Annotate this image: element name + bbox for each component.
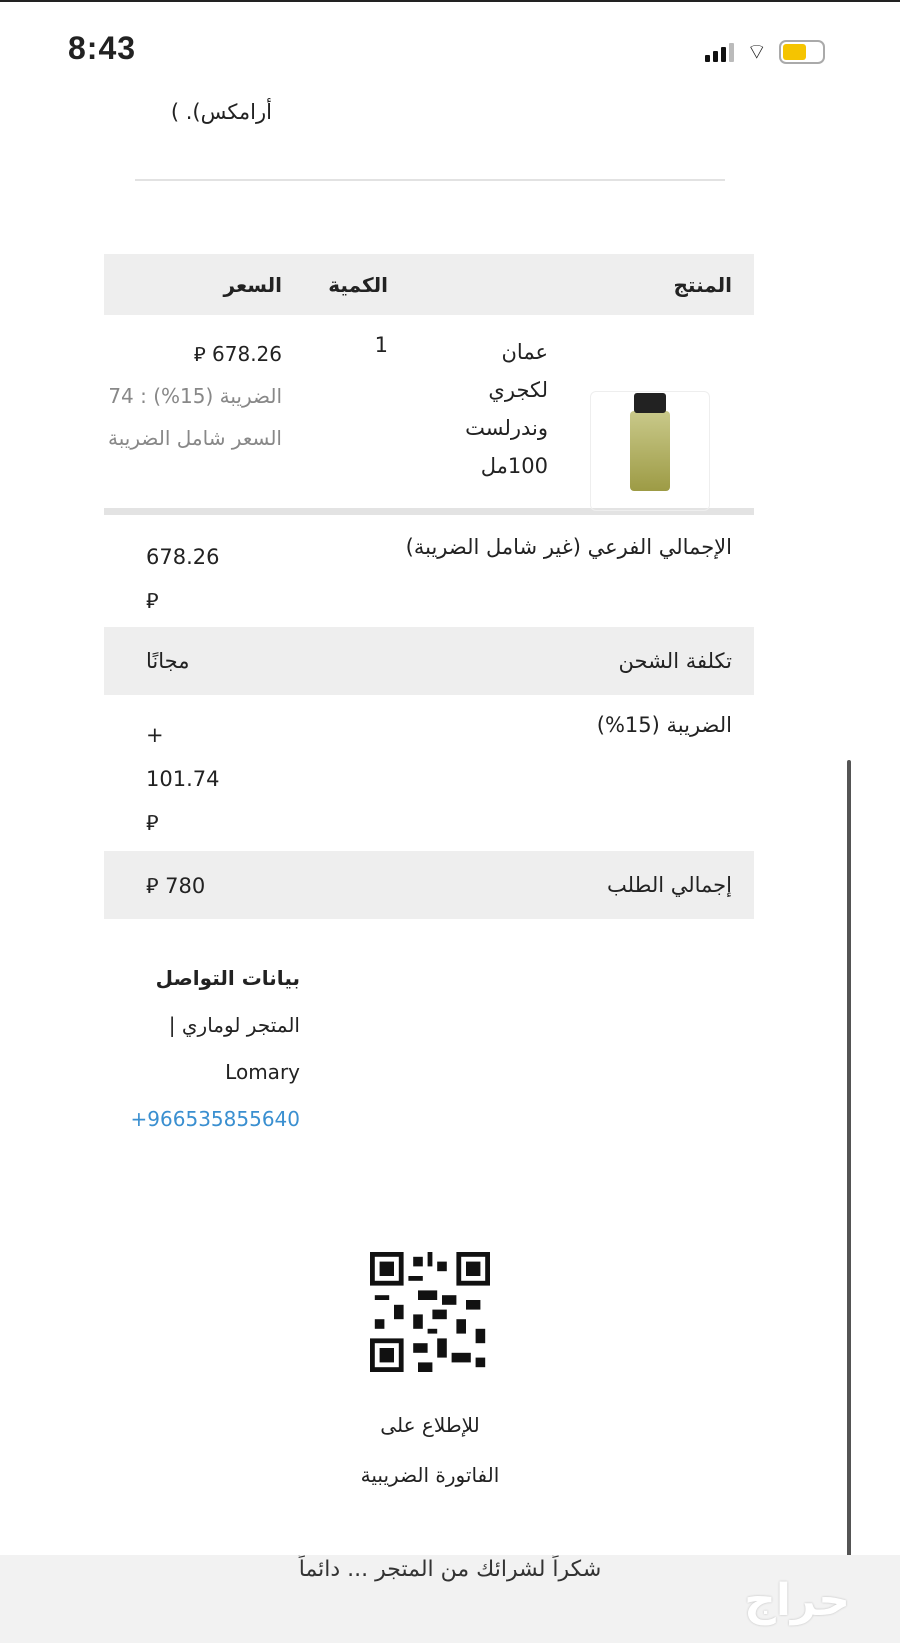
product-price: 678.26 ⃁ <box>193 342 282 366</box>
subtotal-label: الإجمالي الفرعي (غير شامل الضريبة) <box>405 535 732 559</box>
qr-caption-line: الفاتورة الضريبية <box>360 1463 500 1487</box>
product-tax: الضريبة (15%) : 74 <box>108 384 282 408</box>
header-product: المنتج <box>673 272 732 297</box>
watermark-logo: حراج <box>744 1575 850 1626</box>
product-image[interactable] <box>590 391 710 511</box>
shipping-row <box>104 627 754 695</box>
status-icons <box>705 38 825 66</box>
shipping-label: تكلفة الشحن <box>618 649 732 673</box>
order-table <box>104 254 754 919</box>
currency-icon: ⃁ <box>146 589 159 613</box>
currency-icon: ⃁ <box>146 811 159 835</box>
total-label: إجمالي الطلب <box>607 873 732 897</box>
phone-link[interactable]: +966535855640 <box>130 1107 300 1131</box>
product-name-line: عمان <box>501 340 548 364</box>
product-name-line: لكجري <box>488 378 548 402</box>
signal-icon <box>705 43 734 62</box>
address-tail: أرامكس). ) <box>170 100 272 124</box>
tax-label: الضريبة (15%) <box>596 713 732 737</box>
status-time: 8:43 <box>68 30 137 66</box>
shipping-value: مجانًا <box>146 649 190 673</box>
total-value: 780 ⃁ <box>146 873 206 898</box>
total-row <box>104 851 754 919</box>
table-header <box>104 254 754 315</box>
battery-icon <box>779 40 825 64</box>
wifi-icon: ⌔ <box>746 40 767 65</box>
product-name-line: وندرلست <box>465 416 548 440</box>
product-price-incl-tax: السعر شامل الضريبة <box>108 426 282 450</box>
contact-title: بيانات التواصل <box>155 966 300 990</box>
qr-code[interactable] <box>370 1252 490 1372</box>
top-border <box>0 0 900 2</box>
header-quantity: الكمية <box>328 272 388 297</box>
product-name-line: 100مل <box>480 454 548 478</box>
tax-sign: + <box>146 723 164 747</box>
footer-text: شكراً لشرائك من المتجر ... دائماً <box>298 1557 602 1582</box>
subtotal-row <box>104 515 754 627</box>
subtotal-value: 678.26 <box>146 545 220 569</box>
store-name: المتجر لوماري | <box>168 1013 300 1037</box>
divider <box>135 179 725 181</box>
tax-value: 101.74 <box>146 767 220 791</box>
store-name-en: Lomary <box>225 1060 300 1084</box>
header-price: السعر <box>223 272 282 297</box>
tax-row <box>104 695 754 851</box>
contact-section <box>131 955 300 1143</box>
product-quantity: 1 <box>374 333 388 357</box>
scrollbar[interactable] <box>847 760 851 1560</box>
qr-caption <box>300 1400 560 1500</box>
product-price-cell <box>104 333 282 459</box>
qr-caption-line: للإطلاع على <box>380 1413 480 1437</box>
product-name <box>465 333 548 485</box>
table-row <box>104 315 754 515</box>
